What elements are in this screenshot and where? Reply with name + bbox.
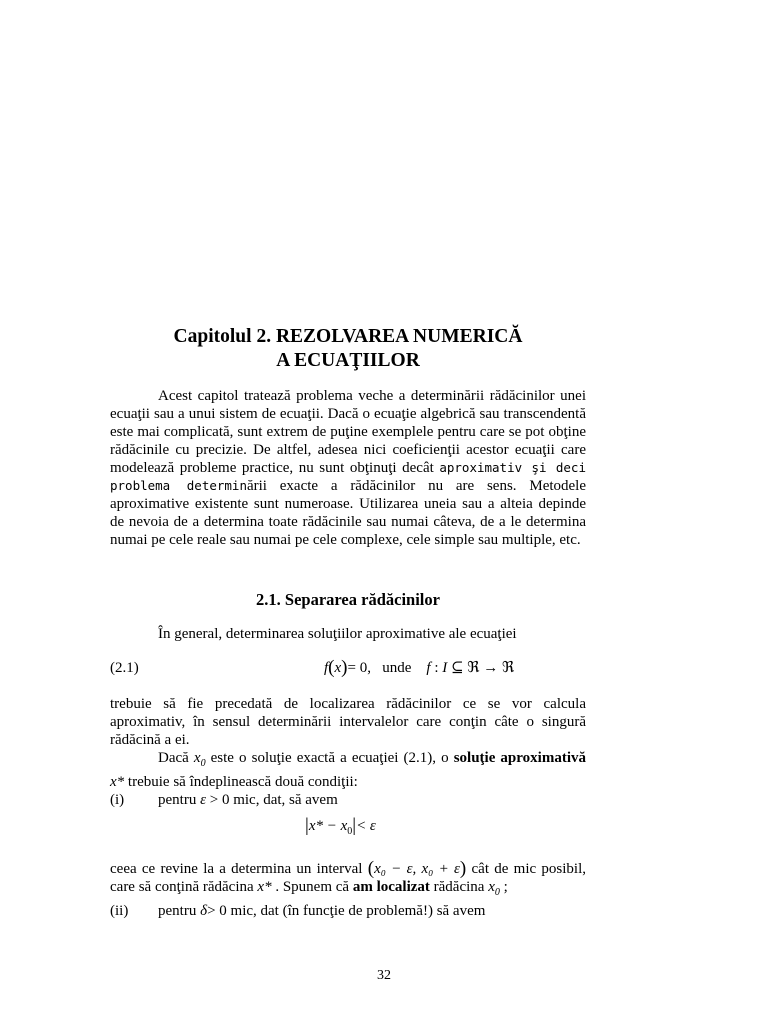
abs-inequality-body: $|x* - x_0|< \varepsilon$ — [305, 815, 376, 837]
intro-text-1: Acest capitol tratează problema veche a determinării rădăcinilor unei ecuaţii sau a unui sistem de ecuaţii. Dacă o ecuaţie algebrică sau transcendentă este mai complicată, sunt extrem de puţine exemplele pentru care se pot obţine rădăcinile cu precizie. De altfel, adesea nici coeficienţii acestor ecuaţii care modelează probleme practice, nu sunt obţinuţi decât — [110, 388, 586, 476]
eq-map-rest: ⊆ ℜ → ℜ — [450, 660, 515, 676]
solutie-aproximativa: soluţie aproximativă — [453, 750, 586, 766]
localization-paragraph — [110, 695, 586, 809]
interval-paragraph — [110, 860, 586, 920]
eq-x: x — [334, 660, 342, 676]
page-number: 32 — [377, 968, 391, 983]
eq-f: f — [324, 660, 329, 676]
item-i-text-b: > 0 mic, dat, să avem — [206, 792, 338, 808]
chapter-title — [110, 325, 586, 373]
am-localizat: am localizat — [352, 879, 430, 895]
localization-text: trebuie să fie precedată de localizarea rădăcinilor ce se vor calcula aproximativ, în sensul determinării intervalelor care conţin câte o singură rădăcină a ei. — [110, 696, 586, 748]
intro-paragraph — [110, 387, 586, 549]
interval-text: ceea ce revine la a determina un interval (x₀ − ε, x₀ + ε) cât de mic posibil, care să conţină rădăcina x* . Spunem că am localizat rădăcina $x_0$ ; — [110, 858, 586, 898]
eq-unde: unde — [382, 660, 412, 676]
x0-subscript: 0 — [200, 758, 206, 769]
chapter-title-line-2: A ECUAŢIILOR — [276, 350, 420, 371]
x0-symbol-2: x — [488, 879, 495, 895]
epsilon-symbol: ε — [200, 792, 206, 808]
xstar-symbol-2: x* — [257, 879, 272, 895]
item-ii-text-a: pentru — [158, 903, 201, 919]
x0-subscript-2: 0 — [494, 887, 500, 898]
item-ii-label: (ii) — [110, 903, 129, 919]
eq-map-f: f — [426, 660, 431, 676]
section-title: 2.1. Separarea rădăcinilor — [256, 590, 440, 609]
chapter-title-line-1: Capitolul 2. REZOLVAREA NUMERICĂ — [173, 326, 523, 347]
xstar-symbol: x* — [110, 774, 125, 790]
ceea-text-b: cât de mic posibil, care să conţină rădăcina — [110, 861, 586, 895]
intro-text-2: ării exacte a rădăcinilor nu are sens. Metodele aproximative existente sunt numeroase. Utilizarea uneia sau a alteia depinde de nevoia de a determina toate rădăcinile sau numai câteva, de a le determina numai pe cele reale sau numai pe cele complexe, cele simple sau multiple, etc. — [110, 478, 586, 548]
general-paragraph — [110, 625, 586, 643]
abs-inner: x* − x — [308, 818, 348, 834]
item-ii — [110, 902, 586, 920]
interval-inner: x₀ − ε, x₀ + ε — [374, 861, 460, 877]
eq-map-colon: : — [434, 660, 439, 676]
item-i-text-a: pentru — [158, 792, 201, 808]
item-i-label: (i) — [110, 792, 125, 808]
eq-map-I: I — [442, 660, 448, 676]
delta-symbol: δ — [200, 903, 208, 919]
ceea-text-d: rădăcina — [429, 879, 489, 895]
eq-equals-zero: = 0, — [347, 660, 371, 676]
ceea-text-e: ; — [499, 879, 508, 895]
item-ii-text-b: > 0 mic, dat (în funcţie de problemă!) să avem — [207, 903, 486, 919]
daca-text-b: este o soluţie exactă a ecuaţiei (2.1), o — [205, 750, 454, 766]
equation-body: f(x)= 0, unde f : I ⊆ ℜ → ℜ — [324, 657, 515, 678]
x0-symbol: x — [193, 750, 201, 766]
daca-paragraph — [110, 749, 586, 791]
equation-label: (2.1) — [110, 660, 139, 676]
item-i — [110, 791, 586, 809]
intro-mono-text: aproximativ şi deci problema determin — [110, 460, 586, 493]
ceea-text-c: . Spunem că — [271, 879, 353, 895]
ceea-text-a: ceea ce revine la a determina un interval — [110, 861, 368, 877]
general-text: În general, determinarea soluţiilor aproximative ale ecuaţiei — [158, 626, 517, 642]
daca-text-c: trebuie să îndeplinească două condiţii: — [124, 774, 358, 790]
abs-rhs: < ε — [356, 818, 376, 834]
daca-text-a: Dacă — [158, 750, 194, 766]
